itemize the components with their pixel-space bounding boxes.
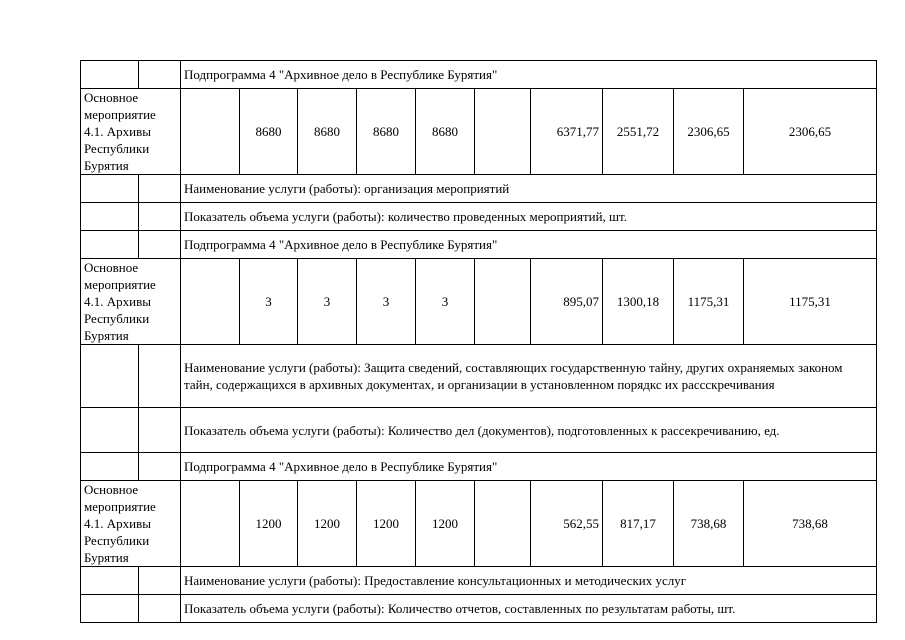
value-cell <box>475 259 531 345</box>
value-cell <box>475 89 531 175</box>
table-row <box>81 231 877 259</box>
value-cell: 3 <box>240 259 298 345</box>
subprogram-cell: Подпрограмма 4 "Архивное дело в Республике Бурятия" <box>181 61 877 89</box>
value-cell: 8680 <box>240 89 298 175</box>
subprogram-cell: Подпрограмма 4 "Архивное дело в Республике Бурятия" <box>181 231 877 259</box>
table-row <box>81 89 877 175</box>
empty-cell <box>81 408 139 453</box>
value-cell: 8680 <box>357 89 416 175</box>
amount-cell: 1175,31 <box>674 259 744 345</box>
activity-label: Основное мероприятие 4.1. Архивы Республики Бурятия <box>81 481 181 567</box>
empty-cell <box>81 61 139 89</box>
empty-cell <box>81 231 139 259</box>
indicator-cell: Показатель объема услуги (работы): Количество отчетов, составленных по результатам работы, шт. <box>181 595 877 623</box>
amount-cell: 6371,77 <box>531 89 603 175</box>
table-row <box>81 345 877 408</box>
amount-cell: 2306,65 <box>744 89 877 175</box>
value-cell: 3 <box>357 259 416 345</box>
value-cell: 8680 <box>298 89 357 175</box>
amount-cell: 1175,31 <box>744 259 877 345</box>
empty-cell <box>81 345 139 408</box>
service-name-cell: Наименование услуги (работы): организация мероприятий <box>181 175 877 203</box>
value-cell: 1200 <box>357 481 416 567</box>
table-row <box>81 453 877 481</box>
value-cell <box>181 259 240 345</box>
amount-cell: 1300,18 <box>603 259 674 345</box>
table-row <box>81 595 877 623</box>
empty-cell <box>81 595 139 623</box>
empty-cell <box>139 595 181 623</box>
table-row <box>81 61 877 89</box>
empty-cell <box>81 453 139 481</box>
amount-cell: 2306,65 <box>674 89 744 175</box>
empty-cell <box>139 175 181 203</box>
value-cell: 8680 <box>416 89 475 175</box>
activity-label: Основное мероприятие 4.1. Архивы Республики Бурятия <box>81 259 181 345</box>
table-row <box>81 481 877 567</box>
table-row <box>81 408 877 453</box>
value-cell: 1200 <box>416 481 475 567</box>
subprogram-cell: Подпрограмма 4 "Архивное дело в Республике Бурятия" <box>181 453 877 481</box>
budget-table <box>80 60 877 623</box>
value-cell: 3 <box>298 259 357 345</box>
service-name-cell: Наименование услуги (работы): Предоставление консультационных и методических услуг <box>181 567 877 595</box>
value-cell <box>181 481 240 567</box>
empty-cell <box>139 203 181 231</box>
activity-label: Основное мероприятие 4.1. Архивы Республики Бурятия <box>81 89 181 175</box>
value-cell: 1200 <box>298 481 357 567</box>
value-cell <box>181 89 240 175</box>
amount-cell: 738,68 <box>674 481 744 567</box>
table-row <box>81 567 877 595</box>
amount-cell: 562,55 <box>531 481 603 567</box>
value-cell: 1200 <box>240 481 298 567</box>
indicator-cell: Показатель объема услуги (работы): количество проведенных мероприятий, шт. <box>181 203 877 231</box>
value-cell <box>475 481 531 567</box>
table-row <box>81 175 877 203</box>
table-row <box>81 203 877 231</box>
indicator-cell: Показатель объема услуги (работы): Количество дел (документов), подготовленных к рассекречиванию, ед. <box>181 408 877 453</box>
empty-cell <box>81 567 139 595</box>
service-name-cell: Наименование услуги (работы): Защита сведений, составляющих государственную тайну, других охраняемых законом тайн, содержащихся в архивных документах, и организации в установленном порядкс их рассскречивания <box>181 345 877 408</box>
amount-cell: 2551,72 <box>603 89 674 175</box>
empty-cell <box>139 61 181 89</box>
empty-cell <box>139 453 181 481</box>
empty-cell <box>139 345 181 408</box>
amount-cell: 817,17 <box>603 481 674 567</box>
table-row <box>81 259 877 345</box>
value-cell: 3 <box>416 259 475 345</box>
amount-cell: 895,07 <box>531 259 603 345</box>
empty-cell <box>139 408 181 453</box>
amount-cell: 738,68 <box>744 481 877 567</box>
empty-cell <box>139 567 181 595</box>
empty-cell <box>81 175 139 203</box>
empty-cell <box>81 203 139 231</box>
empty-cell <box>139 231 181 259</box>
